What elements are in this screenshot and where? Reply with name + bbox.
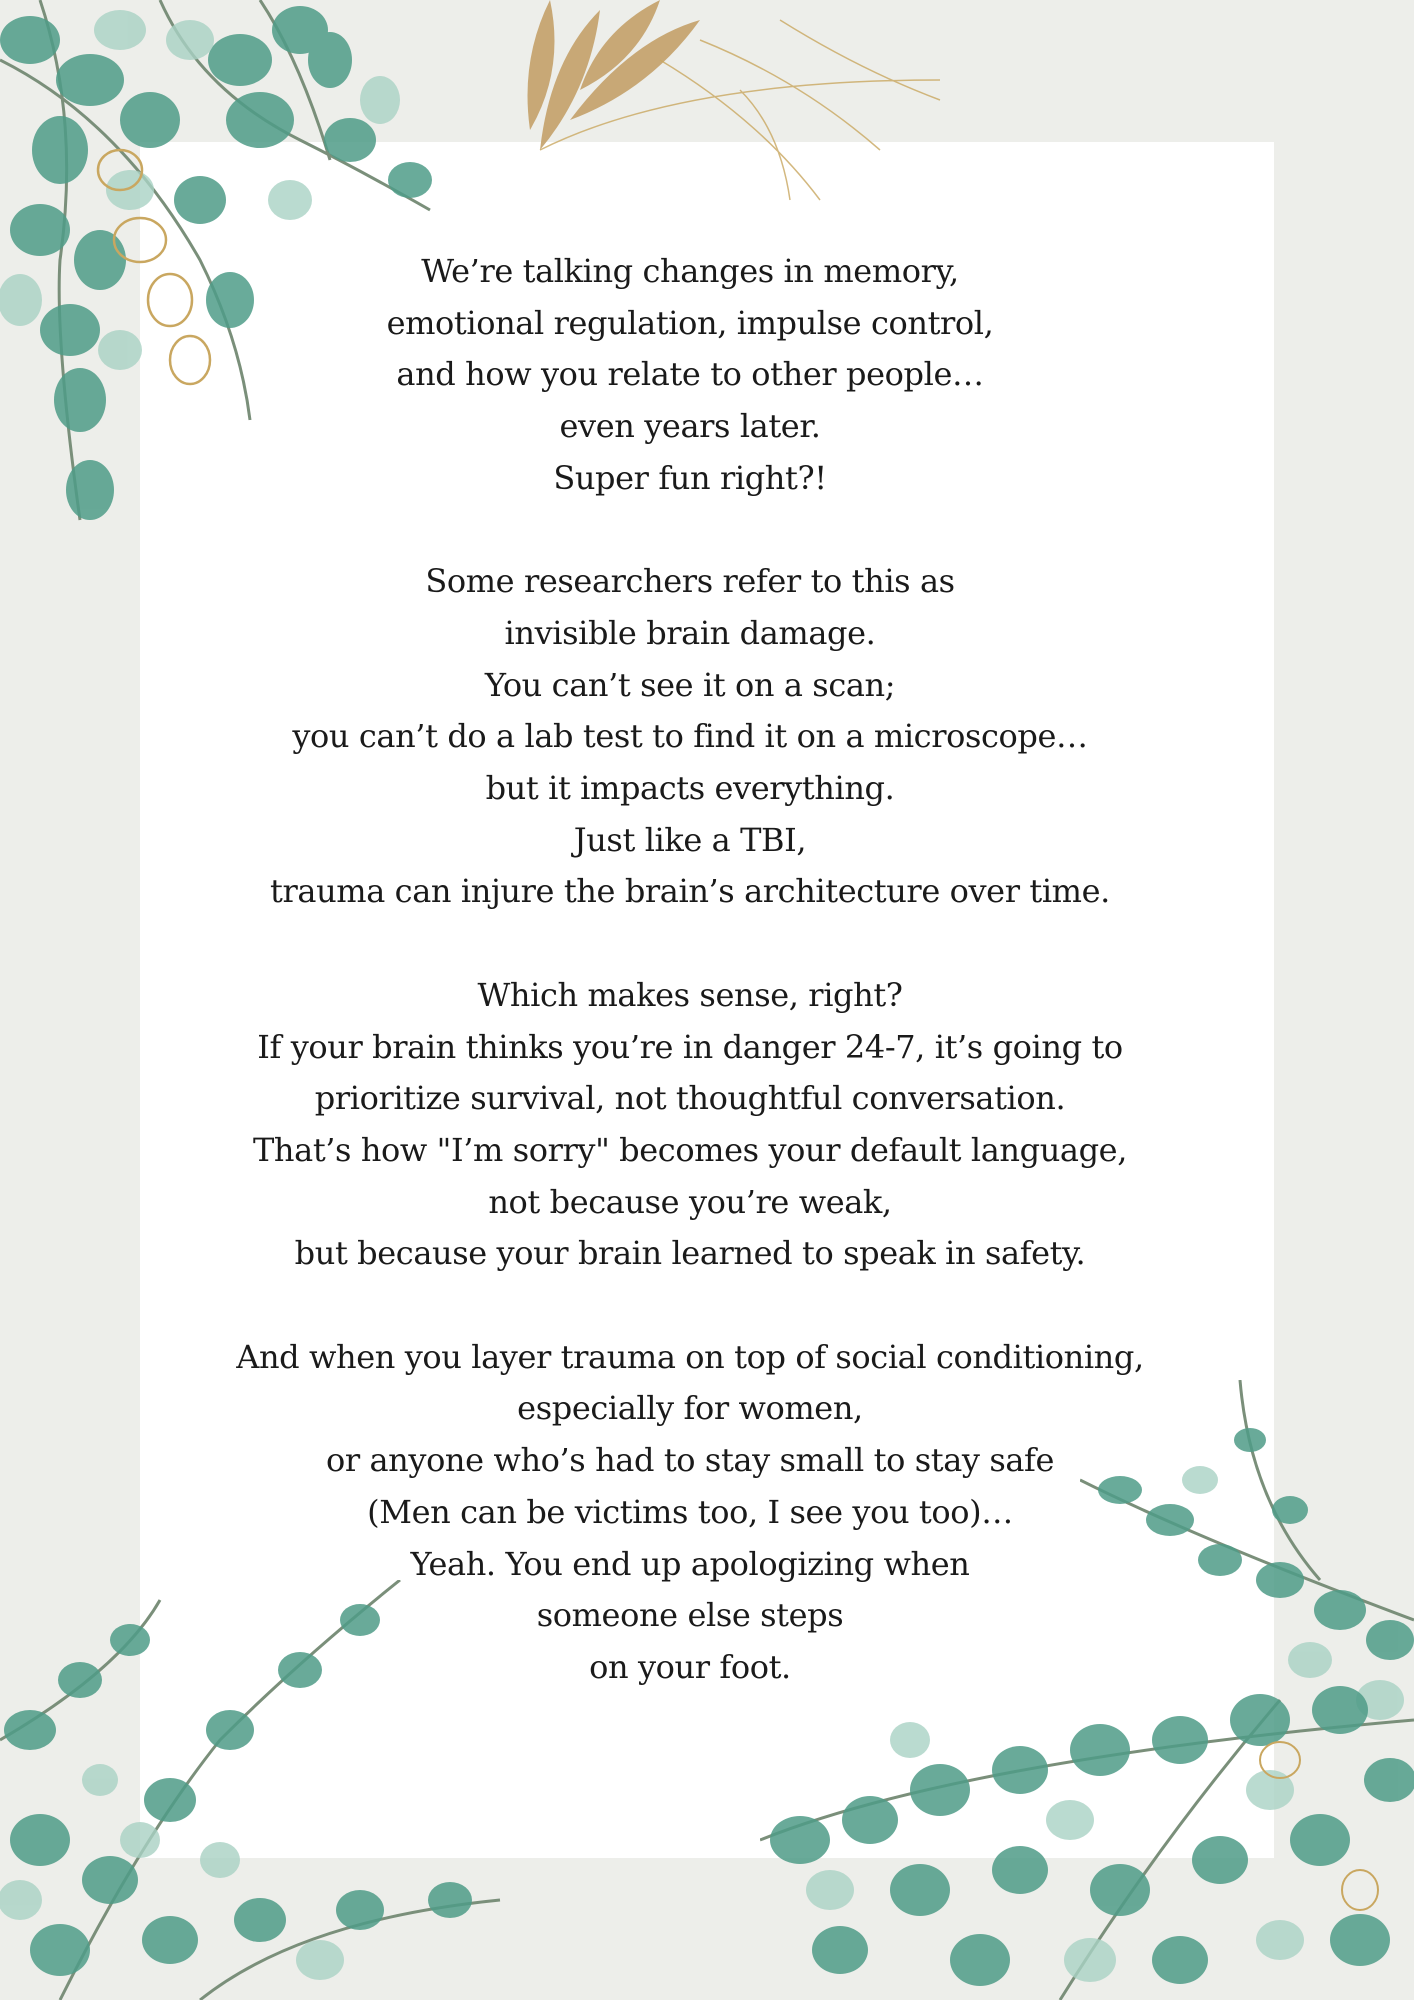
poem-line: Yeah. You end up apologizing when xyxy=(410,1544,970,1583)
poem-line: and how you relate to other people… xyxy=(396,355,984,394)
poem-line: trauma can injure the brain’s architecture over time. xyxy=(270,872,1110,911)
poem-line: you can’t do a lab test to find it on a microscope… xyxy=(292,717,1088,756)
poem xyxy=(140,246,1240,1694)
poem-line: but it impacts everything. xyxy=(485,769,895,808)
stanza-1 xyxy=(140,246,1240,505)
stanza-3 xyxy=(140,970,1240,1280)
stanza-2 xyxy=(140,556,1240,918)
poem-line: on your foot. xyxy=(589,1647,791,1686)
poem-line: (Men can be victims too, I see you too)… xyxy=(367,1492,1013,1531)
poem-line: or anyone who’s had to stay small to stay safe xyxy=(325,1441,1055,1480)
poem-line: not because you’re weak, xyxy=(488,1182,892,1221)
poem-line: invisible brain damage. xyxy=(504,613,876,652)
poem-line: Super fun right?! xyxy=(553,458,827,497)
poem-line: prioritize survival, not thoughtful conversation. xyxy=(314,1079,1066,1118)
poem-line: We’re talking changes in memory, xyxy=(421,252,959,290)
poem-line: but because your brain learned to speak in safety. xyxy=(294,1234,1086,1273)
poem-line: And when you layer trauma on top of social conditioning, xyxy=(236,1337,1144,1376)
poem-line: You can’t see it on a scan; xyxy=(484,665,896,704)
stanza-4 xyxy=(140,1332,1240,1694)
poem-line: Just like a TBI, xyxy=(573,820,807,859)
poem-line: If your brain thinks you’re in danger 24-7, it’s going to xyxy=(257,1027,1123,1066)
poem-line: even years later. xyxy=(559,407,821,446)
poem-line: Which makes sense, right? xyxy=(477,975,903,1014)
poem-line: Some researchers refer to this as xyxy=(425,562,955,601)
poem-line: especially for women, xyxy=(517,1389,863,1428)
poem-line: That’s how "I’m sorry" becomes your default language, xyxy=(252,1130,1127,1169)
poem-line: someone else steps xyxy=(536,1596,844,1635)
poem-line: emotional regulation, impulse control, xyxy=(386,303,994,342)
